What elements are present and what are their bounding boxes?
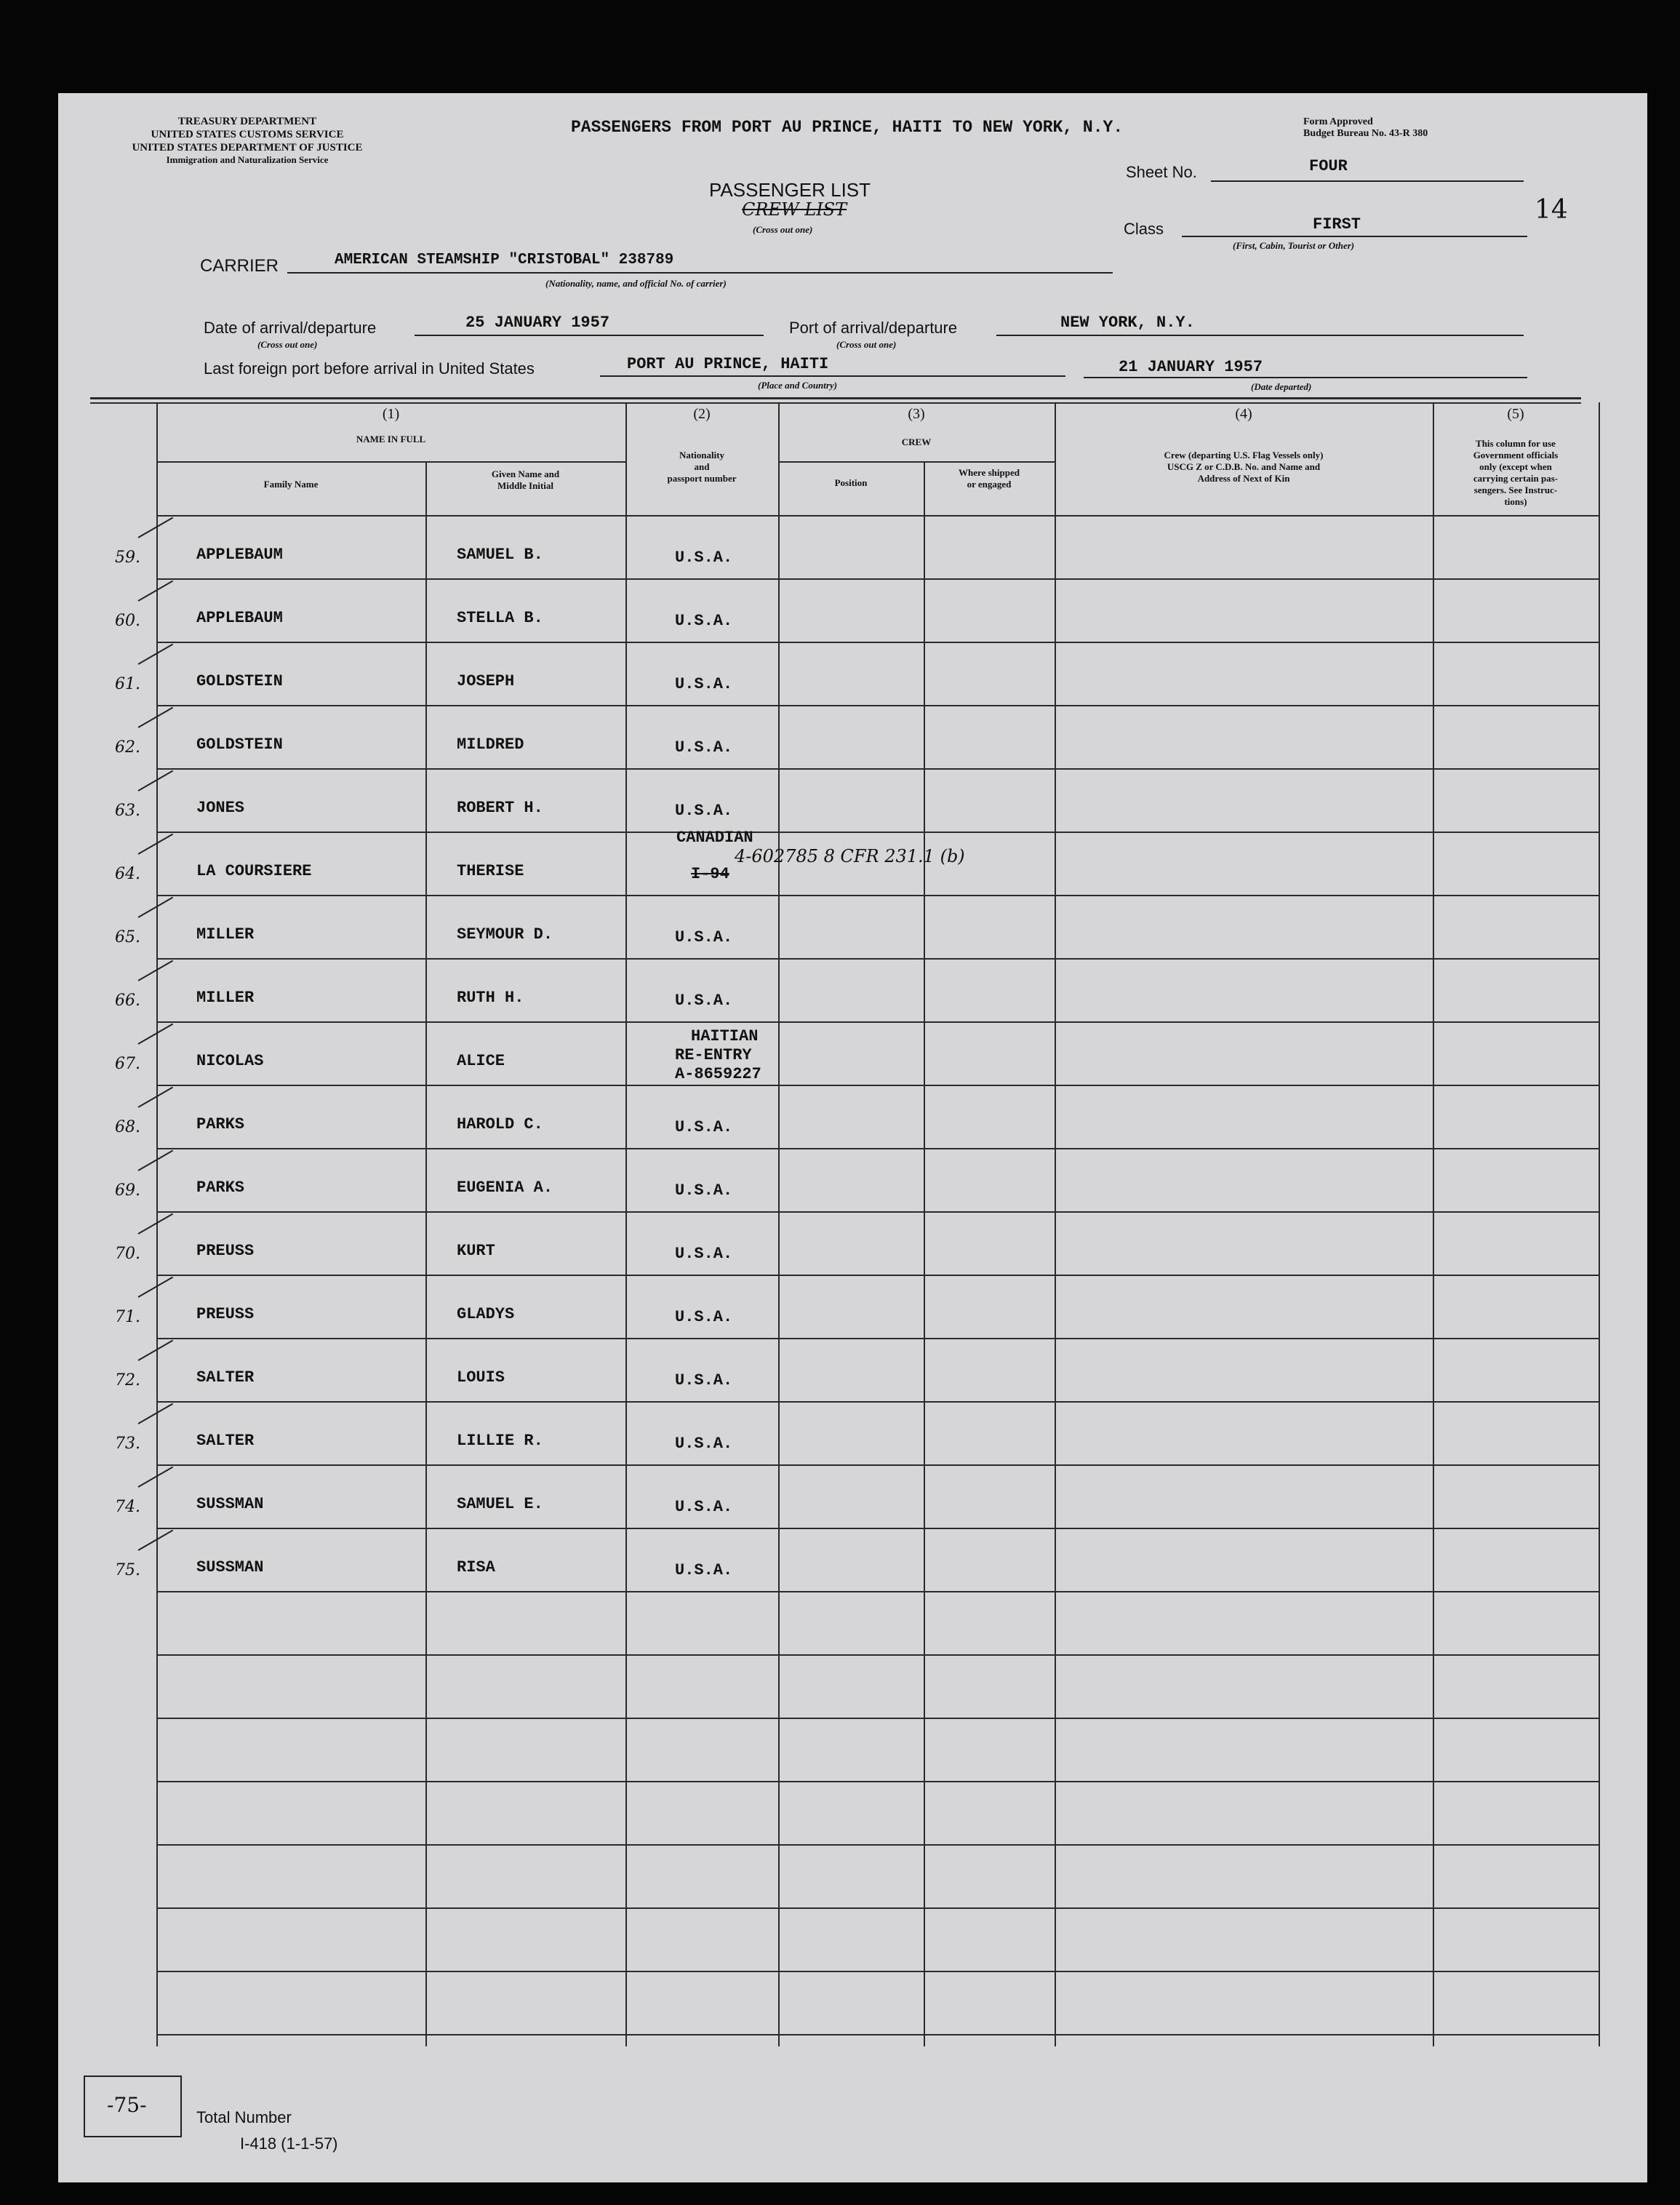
check-mark [138,834,174,855]
given-name: EUGENIA A. [457,1179,553,1197]
col-position: Position [834,477,868,488]
page-mark: 14 [1535,195,1568,225]
given-name: RISA [457,1558,495,1576]
nationality: U.S.A. [675,1245,733,1263]
family-name: GOLDSTEIN [196,735,283,754]
row-rule [156,1591,1599,1592]
alien-number: A-8659227 [675,1065,761,1083]
col1-title: NAME IN FULL [356,434,426,444]
family-name: JONES [196,799,245,817]
nationality: U.S.A. [675,1118,733,1136]
row-number: 74. [115,1498,140,1516]
nationality: HAITIAN [691,1027,759,1045]
nationality: U.S.A. [675,1561,733,1579]
treasury-department: TREASURY DEPARTMENT [177,116,317,127]
row-rule [156,2034,1599,2035]
row-number: 60. [115,612,140,630]
carrier-note: (Nationality, name, and official No. of carrier) [545,278,727,289]
check-mark [138,960,174,981]
row-rule [156,1654,1599,1656]
row-number: 62. [115,738,140,757]
row-number: 67. [115,1055,140,1073]
departed-value: 21 JANUARY 1957 [1119,358,1263,376]
check-mark [138,1150,174,1171]
class-note: (First, Cabin, Tourist or Other) [1233,240,1355,251]
date-label: Date of arrival/departure [204,319,377,337]
nationality: U.S.A. [675,1371,733,1389]
row-rule [156,1148,1599,1149]
given-name: ROBERT H. [457,799,543,817]
row-rule [156,958,1599,960]
family-name: NICOLAS [196,1052,264,1070]
given-name: LOUIS [457,1368,505,1387]
row-number: 75. [115,1561,140,1579]
given-name: GLADYS [457,1305,515,1323]
date-value: 25 JANUARY 1957 [465,314,610,332]
row-rule [156,1464,1599,1466]
check-mark [138,1467,174,1488]
row-rule [156,1401,1599,1403]
form-number: I-418 (1-1-57) [240,2134,338,2153]
family-name: APPLEBAUM [196,609,283,627]
nationality: CANADIAN [676,829,753,847]
family-name: SUSSMAN [196,1495,264,1513]
nationality-form: I-94 [691,865,729,883]
family-name: LA COURSIERE [196,862,312,880]
date-note: (Cross out one) [257,339,318,350]
nationality: U.S.A. [675,549,733,567]
list-alt-crossed: CREW LIST [742,199,847,220]
row-rule [156,895,1599,896]
row-number: 64. [115,865,140,883]
nationality: U.S.A. [675,802,733,820]
family-name: PREUSS [196,1305,255,1323]
class-label: Class [1124,220,1164,238]
family-name: MILLER [196,925,255,944]
carrier-value: AMERICAN STEAMSHIP "CRISTOBAL" 238789 [335,252,674,268]
total-value: -75- [107,2093,147,2117]
row-rule [156,1718,1599,1719]
customs-service: UNITED STATES CUSTOMS SERVICE [151,129,344,140]
family-name: PARKS [196,1115,245,1133]
family-name: SALTER [196,1368,255,1387]
nationality: U.S.A. [675,1498,733,1516]
given-name: THERISE [457,862,524,880]
nationality: U.S.A. [675,928,733,946]
check-mark [138,1213,174,1235]
row-rule [156,1211,1599,1213]
handwritten-note: 4-602785 8 CFR 231.1 (b) [735,846,965,866]
given-name: SAMUEL E. [457,1495,543,1513]
given-name: STELLA B. [457,609,543,627]
row-rule [156,832,1599,833]
port-note: (Cross out one) [836,339,897,350]
row-rule [156,1907,1599,1909]
row-number: 66. [115,992,140,1010]
check-mark [138,1403,174,1424]
row-number: 65. [115,928,140,946]
family-name: GOLDSTEIN [196,672,283,690]
total-box [84,2076,182,2137]
col2-number: (2) [693,406,711,422]
given-name: KURT [457,1242,495,1260]
check-mark [138,770,174,792]
nationality: U.S.A. [675,1308,733,1326]
given-name: MILDRED [457,735,524,754]
row-rule [156,705,1599,706]
route-title: PASSENGERS FROM PORT AU PRINCE, HAITI TO NEW YORK, N.Y. [571,118,1124,137]
family-name: SALTER [196,1432,255,1450]
check-mark [138,1024,174,1045]
family-name: PARKS [196,1179,245,1197]
col5-number: (5) [1507,406,1524,422]
row-number: 69. [115,1181,140,1200]
col-next-of-kin: Crew (departing U.S. Flag Vessels only) USCG Z or C.D.B. No. and Name and Address of Next of Kin [1164,450,1324,484]
row-rule [156,1085,1599,1086]
family-name: SUSSMAN [196,1558,264,1576]
row-rule [156,1275,1599,1276]
given-name: SEYMOUR D. [457,925,553,944]
row-number: 73. [115,1435,140,1453]
col-official-use: This column for use Government officials only (except when carrying certain pas- sengers. See Instruc- tions) [1473,438,1559,507]
row-rule [156,1781,1599,1782]
given-name: JOSEPH [457,672,515,690]
row-number: 59. [115,549,140,567]
family-name: PREUSS [196,1242,255,1260]
nationality: U.S.A. [675,738,733,757]
row-rule [156,1971,1599,1972]
check-mark [138,897,174,918]
row-number: 71. [115,1308,140,1326]
family-name: APPLEBAUM [196,546,283,564]
nationality: U.S.A. [675,612,733,630]
given-name: HAROLD C. [457,1115,543,1133]
check-mark [138,1530,174,1551]
budget-bureau: Budget Bureau No. 43-R 380 [1303,128,1428,139]
col3-number: (3) [908,406,925,422]
lastport-label: Last foreign port before arrival in United States [204,359,535,378]
check-mark [138,1277,174,1298]
check-mark [138,707,174,728]
sheet-value: FOUR [1309,157,1348,175]
col-nationality: Nationality and passport number [667,450,737,484]
department-of-justice: UNITED STATES DEPARTMENT OF JUSTICE [132,142,363,153]
lastport-value: PORT AU PRINCE, HAITI [627,355,829,373]
total-label: Total Number [196,2108,292,2126]
given-name: ALICE [457,1052,505,1070]
row-number: 63. [115,802,140,820]
nationality: U.S.A. [675,675,733,693]
nationality: U.S.A. [675,1181,733,1200]
row-rule [156,1844,1599,1846]
row-number: 72. [115,1371,140,1389]
lastport-note: (Place and Country) [758,380,838,391]
check-mark [138,581,174,602]
row-rule [156,1338,1599,1339]
nationality-reentry: RE-ENTRY [675,1046,752,1064]
row-rule [156,642,1599,643]
family-name: MILLER [196,989,255,1007]
row-number: 61. [115,675,140,693]
col-family-name: Family Name [263,479,319,490]
given-name: RUTH H. [457,989,524,1007]
given-name: SAMUEL B. [457,546,543,564]
manifest-sheet [58,93,1647,2182]
check-mark [138,1087,174,1108]
departed-note: (Date departed) [1251,381,1312,392]
col-where-shipped: Where shipped or engaged [959,467,1020,490]
carrier-label: CARRIER [200,256,279,276]
row-rule [156,578,1599,580]
col4-number: (4) [1235,406,1252,422]
row-rule [156,768,1599,770]
port-label: Port of arrival/departure [789,319,958,337]
row-rule [156,1021,1599,1023]
given-name: LILLIE R. [457,1432,543,1450]
list-title: PASSENGER LIST [709,179,871,201]
list-cross-note: (Cross out one) [753,224,813,235]
check-mark [138,1340,174,1361]
col-crew: CREW [901,436,932,447]
nationality: U.S.A. [675,992,733,1010]
agency-block [95,115,400,166]
port-value: NEW YORK, N.Y. [1060,314,1195,332]
check-mark [138,644,174,665]
check-mark [138,517,174,538]
col-given-name: Given Name and Middle Initial [491,468,560,491]
row-number: 68. [115,1118,140,1136]
class-value: FIRST [1313,215,1361,234]
nationality: U.S.A. [675,1435,733,1453]
row-number: 70. [115,1245,140,1263]
form-approved: Form Approved [1303,116,1373,127]
row-rule [156,1528,1599,1529]
col1-number: (1) [382,406,400,422]
sheet-label: Sheet No. [1126,163,1197,181]
immigration-service: Immigration and Naturalization Service [166,154,329,165]
